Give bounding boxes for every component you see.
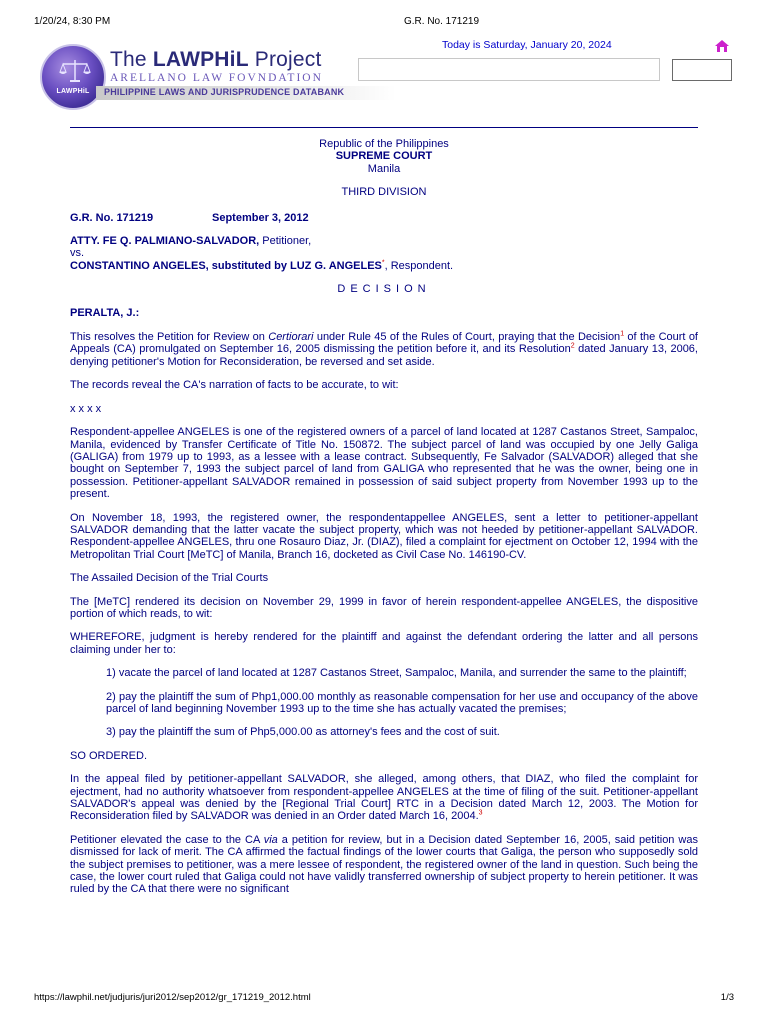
petitioner-role: Petitioner,: [259, 235, 312, 248]
lawphil-seal-logo[interactable]: [40, 44, 106, 110]
petitioner-name: ATTY. FE Q. PALMIANO-SALVADOR,: [70, 235, 260, 248]
paragraph-7: The [MeTC] rendered its decision on November 29, 1999 in favor of herein respondent-appellee ANGELES, the dispositive portion of which reads, to wit:: [70, 595, 698, 620]
p11-text-c: a petition for review, but in a Decision dated September 16, 2005, said petition was dismissed for lack of merit. The CA affirmed the factual findings of the lower courts that Galiga, the person who supposedly sold the subject premises to petitioner, was a mere lessee of respondent, the registered owner of the land in question. Such being the case, the lower court ruled that Galiga could not have validly transferred ownership of subject property to herein petitioner. It was ruled by the CA that there were no significant: [70, 833, 698, 896]
order-item-2: 2) pay the plaintiff the sum of Php1,000.00 monthly as reasonable compensation for her use and occupancy of the above parcel of land beginning November 1993 up to the time she has actually vacated the premises;: [106, 690, 698, 715]
tagline-bar: [96, 86, 396, 100]
header-divider: [70, 127, 698, 128]
order-item-1: 1) vacate the parcel of land located at 1287 Castanos Street, Sampaloc, Manila, and surrender the same to the plaintiff;: [106, 667, 687, 680]
today-date: Today is Saturday, January 20, 2024: [442, 39, 612, 51]
print-datetime: 1/20/24, 8:30 PM: [34, 16, 111, 27]
seal-text: LAWPHiL: [56, 88, 90, 95]
p10-text: In the appeal filed by petitioner-appellant SALVADOR, she alleged, among others, that DIAZ, who filed the complaint for ejectment, had no authority whatsoever from respondent-appellee ANGELES at the time of filing of the suit. Petitioner-appellant SALVADOR's appeal was denied by the [Regional Trial Court] RTC in a Decision dated March 12, 2003. The Motion for Reconsideration filed by SALVADOR was denied in an Order dated March 16, 2004.: [70, 773, 698, 823]
p1-text-d: of the Court of Appeals (CA) promulgated on September 16, 2005 dismissing the petition before it, and its Resolution: [70, 331, 698, 356]
case-date: September 3, 2012: [212, 211, 309, 224]
order-item-3: 3) pay the plaintiff the sum of Php5,000.00 as attorney's fees and the cost of suit.: [106, 726, 500, 739]
print-doc-title: G.R. No. 171219: [404, 16, 480, 27]
paragraph-8: WHEREFORE, judgment is hereby rendered for the plaintiff and against the defendant ordering the latter and all persons claiming under her to:: [70, 631, 698, 656]
p1-text-e: dated January 13, 2006, denying petitioner's Motion for Reconsideration, be reversed and set aside.: [70, 343, 698, 368]
case-number-line: [70, 212, 698, 224]
p11-italic: via: [263, 833, 278, 846]
court-name: SUPREME COURT: [335, 150, 433, 163]
p1-text-a: This resolves the Petition for Review on: [70, 331, 269, 344]
footnote-1-link[interactable]: 1: [620, 330, 625, 338]
p1-text-c: under Rule 45 of the Rules of Court, praying that the Decision: [313, 331, 621, 344]
page-number: 1/3: [720, 992, 734, 1003]
site-title-post: Project: [248, 48, 322, 71]
respondent-role: , Respondent.: [384, 259, 454, 272]
footnote-star-link[interactable]: *: [381, 259, 385, 267]
section-heading: The Assailed Decision of the Trial Courts: [70, 572, 269, 585]
footnote-3-link[interactable]: 3: [478, 809, 483, 817]
paragraph-3: x x x x: [70, 402, 102, 415]
paragraph-5: On November 18, 1993, the registered owner, the respondentappellee ANGELES, sent a letter to petitioner-appellant SALVADOR demanding that the latter vacate the subject property, which was not heeded by petitioner-appellant SALVADOR. Respondent-appellee ANGELES, thru one Rosauro Diaz, Jr. (DIAZ), filed a complaint for ejectment on October 12, 1994 with the Metropolitan Trial Court [MeTC] of Manila, Branch 16, docketed as Civil Case No. 146190-CV.: [70, 511, 698, 561]
paragraph-4: Respondent-appellee ANGELES is one of the registered owners of a parcel of land located at 1287 Castanos Street, Sampaloc, Manila, evidenced by Transfer Certificate of Title No. 150872. The subject parcel of land was occupied by one Jelly Galiga (GALIGA) from 1979 up to 1993, as a lessee with a lease contract. Subsequently, Fe Salvador (SALVADOR) alleged that she bought on September 7, 1993 the subject parcel of land from GALIGA who represented that he was the owner, being one in possession. Petitioner-appellant SALVADOR remained in possession of said subject property from November 1993 up to the present.: [70, 426, 698, 501]
page-url: https://lawphil.net/judjuris/juri2012/sep2012/gr_171219_2012.html: [34, 992, 311, 1003]
decision-body: [70, 138, 698, 907]
respondent-line: [70, 260, 698, 272]
paragraph-2: The records reveal the CA's narration of facts to be accurate, to wit:: [70, 379, 399, 392]
court-city: Manila: [367, 162, 401, 175]
site-title-bold: LAWPHiL: [152, 48, 249, 71]
gr-number: G.R. No. 171219: [70, 211, 154, 224]
paragraph-11: [70, 834, 698, 896]
print-footer: [34, 992, 734, 1006]
respondent-name: CONSTANTINO ANGELES, substituted by LUZ G. ANGELES: [70, 259, 382, 272]
site-title-pre: The: [110, 48, 153, 71]
decision-heading: DECISION: [337, 283, 431, 296]
versus: vs.: [70, 247, 85, 260]
so-ordered: SO ORDERED.: [70, 749, 148, 762]
search-select[interactable]: [672, 59, 732, 81]
division-name: THIRD DIVISION: [341, 186, 427, 199]
search-input[interactable]: [358, 58, 660, 81]
footnote-2-link[interactable]: 2: [570, 342, 575, 350]
site-header: [36, 36, 732, 106]
ponente: PERALTA, J.:: [70, 306, 140, 319]
home-icon[interactable]: [714, 39, 730, 53]
petitioner-line: [70, 235, 698, 247]
site-tagline: PHILIPPINE LAWS AND JURISPRUDENCE DATABANK: [104, 87, 345, 97]
paragraph-1: [70, 331, 698, 368]
p11-text-a: Petitioner elevated the case to the CA: [70, 833, 264, 846]
republic-line: Republic of the Philippines: [319, 138, 449, 150]
scales-of-justice-icon: [58, 58, 92, 84]
site-title[interactable]: [110, 48, 322, 72]
p1-italic: Certiorari: [268, 331, 314, 344]
print-header: [34, 16, 734, 30]
site-subtitle: ARELLANO LAW FOVNDATION: [110, 72, 323, 84]
paragraph-10: [70, 773, 698, 823]
